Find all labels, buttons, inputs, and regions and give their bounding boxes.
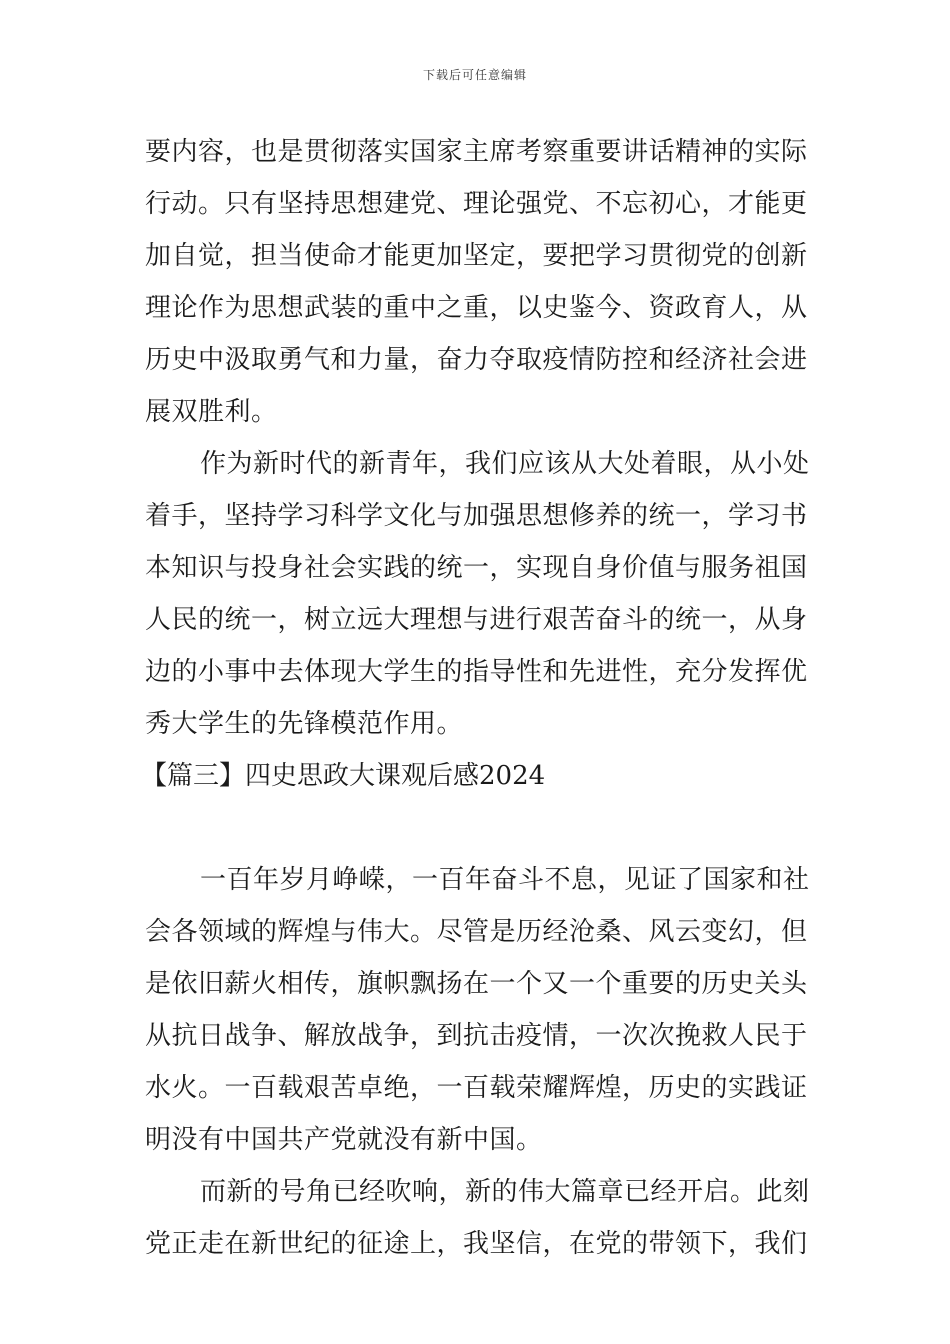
document-body [141, 126, 810, 1270]
text-line: 着手，坚持学习科学文化与加强思想修养的统一，学习书 [145, 501, 808, 531]
section-heading: 【篇三】四史思政大课观后感2024 [141, 761, 546, 791]
paragraph-1 [145, 126, 810, 438]
text-line: 秀大学生的先锋模范作用。 [145, 709, 464, 739]
text-line: 是依旧薪火相传，旗帜飘扬在一个又一个重要的历史关头 [145, 969, 808, 999]
text-line: 边的小事中去体现大学生的指导性和先进性，充分发挥优 [145, 657, 808, 687]
text-line: 作为新时代的新青年，我们应该从大处着眼，从小处 [200, 449, 810, 479]
text-line: 水火。一百载艰苦卓绝，一百载荣耀辉煌，历史的实践证 [145, 1073, 808, 1103]
text-line: 历史中汲取勇气和力量，奋力夺取疫情防控和经济社会进 [145, 345, 808, 375]
text-line: 加自觉，担当使命才能更加坚定，要把学习贯彻党的创新 [145, 241, 808, 271]
blank-line [145, 802, 810, 854]
text-line: 理论作为思想武装的重中之重，以史鉴今、资政育人，从 [145, 293, 808, 323]
text-line: 一百年岁月峥嵘，一百年奋斗不息，见证了国家和社 [200, 865, 810, 895]
text-line: 要内容，也是贯彻落实国家主席考察重要讲话精神的实际 [145, 137, 808, 167]
page-header-note: 下载后可任意编辑 [422, 68, 527, 82]
text-line: 展双胜利。 [145, 397, 278, 427]
text-line: 从抗日战争、解放战争，到抗击疫情，一次次挽救人民于 [145, 1021, 808, 1051]
paragraph-3 [145, 854, 810, 1166]
text-line: 本知识与投身社会实践的统一，实现自身价值与服务祖国 [145, 553, 808, 583]
text-line: 会各领域的辉煌与伟大。尽管是历经沧桑、风云变幻，但 [145, 917, 808, 947]
text-line: 行动。只有坚持思想建党、理论强党、不忘初心，才能更 [145, 189, 808, 219]
text-line: 人民的统一，树立远大理想与进行艰苦奋斗的统一，从身 [145, 605, 808, 635]
paragraph-4 [145, 1166, 810, 1270]
paragraph-2 [145, 438, 810, 750]
text-line: 明没有中国共产党就没有新中国。 [145, 1125, 543, 1155]
text-line: 而新的号角已经吹响，新的伟大篇章已经开启。此刻 [200, 1177, 810, 1207]
text-line: 党正走在新世纪的征途上，我坚信，在党的带领下，我们 [145, 1229, 808, 1259]
